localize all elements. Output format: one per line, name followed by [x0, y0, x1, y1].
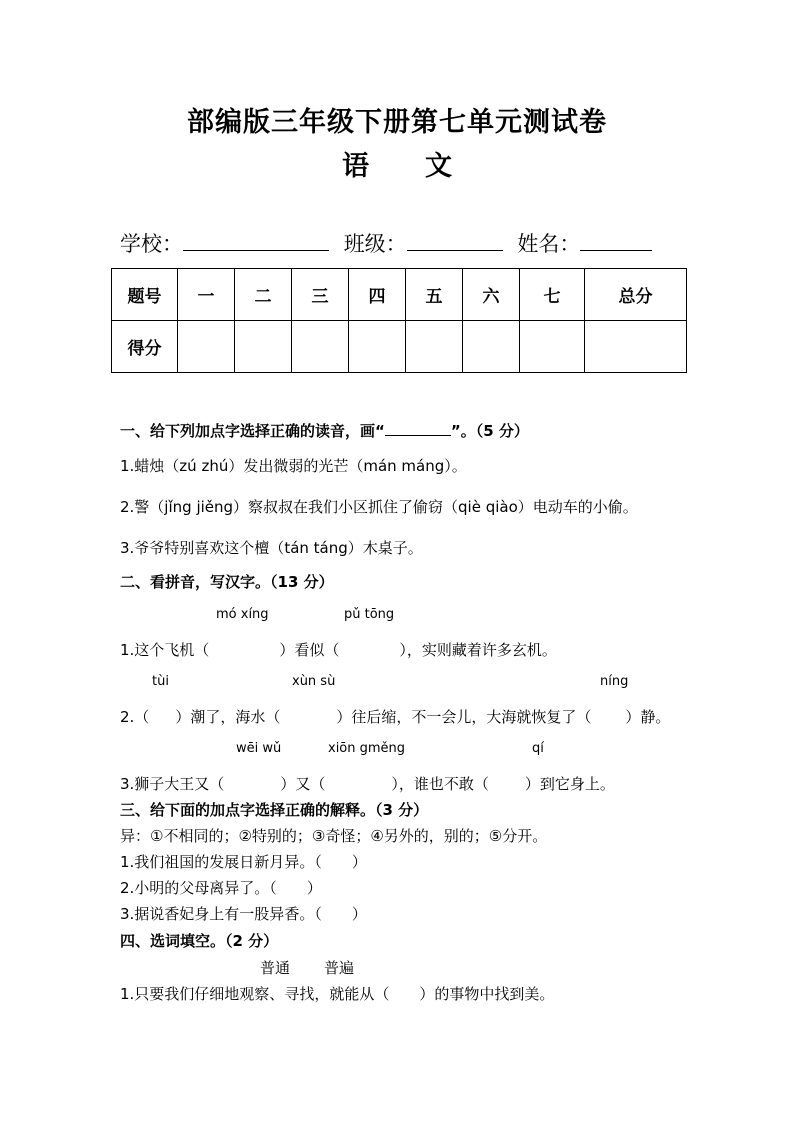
s1-question-2: 2.警（jǐng jiěng）察叔叔在我们小区抓住了偷窃（qiè qiào）电动车的小偷。 [120, 498, 638, 516]
score-table-header-row [112, 269, 687, 321]
pinyin-label: pǔ tōng [344, 607, 395, 622]
text-fragment: ）往后缩，不一会儿，大海就恢复了（ [336, 708, 592, 726]
pinyin-label: tùi [152, 674, 169, 689]
school-field[interactable] [183, 230, 329, 251]
page-title: 部编版三年级下册第七单元测试卷 [187, 107, 607, 138]
score-cell[interactable] [520, 321, 585, 373]
answer-blank [385, 421, 451, 436]
subject-char-1: 语 [342, 151, 369, 182]
score-cell[interactable] [406, 321, 463, 373]
section-3-heading: 三、给下面的加点字选择正确的解释。（3 分） [120, 801, 429, 819]
pinyin-label: mó xíng [216, 607, 269, 622]
pinyin-label: qí [532, 741, 544, 756]
student-info [120, 228, 652, 258]
text-fragment: 3.狮子大王又（ [120, 775, 225, 793]
table-header-cell: 题号 [112, 269, 178, 321]
s3-question-3: 3.据说香妃身上有一股异香。（ ） [120, 905, 367, 923]
table-header-cell: 七 [520, 269, 585, 321]
section-4-heading: 四、选词填空。（2 分） [120, 932, 279, 950]
text-fragment: 1.这个飞机（ [120, 641, 210, 659]
section-1-heading [120, 420, 529, 441]
s4-question-1: 1.只要我们仔细地观察、寻找，就能从（ ）的事物中找到美。 [120, 985, 555, 1003]
s3-question-2: 2.小明的父母离异了。（ ） [120, 879, 322, 897]
score-cell[interactable] [292, 321, 349, 373]
table-header-cell: 一 [178, 269, 235, 321]
s1-question-1: 1.蜡烛（zú zhú）发出微弱的光芒（mán máng）。 [120, 457, 467, 475]
s1-question-3: 3.爷爷特别喜欢这个檀（tán táng）木桌子。 [120, 539, 423, 557]
s3-question-1: 1.我们祖国的发展日新月异。（ ） [120, 853, 367, 871]
score-cell[interactable] [463, 321, 520, 373]
class-field[interactable] [407, 230, 503, 251]
table-header-cell: 五 [406, 269, 463, 321]
text-fragment: ），实则藏着许多玄机。 [399, 641, 557, 659]
pinyin-label: xùn sù [292, 674, 336, 689]
section-1-heading-text: 一、给下列加点字选择正确的读音，画“ [120, 422, 385, 440]
table-header-cell: 二 [235, 269, 292, 321]
text-fragment: ）又（ [280, 775, 326, 793]
class-label: 班级： [343, 232, 407, 256]
score-cell[interactable] [349, 321, 406, 373]
name-field[interactable] [580, 230, 652, 251]
section-1-heading-score: ”。（5 分） [450, 422, 529, 440]
score-cell[interactable] [178, 321, 235, 373]
s2-question-2 [120, 706, 670, 727]
name-label: 姓名： [517, 232, 581, 256]
s2-question-3 [120, 773, 615, 794]
text-fragment: 2.（ [120, 708, 150, 726]
text-fragment: ）到它身上。 [524, 775, 615, 793]
s2-question-1 [120, 639, 557, 660]
pinyin-label: níng [600, 674, 629, 689]
table-header-cell: 总分 [585, 269, 687, 321]
pinyin-label: xiōn gměng [328, 741, 406, 756]
table-header-cell: 六 [463, 269, 520, 321]
score-cell[interactable] [585, 321, 687, 373]
word-option-2: 普遍 [324, 959, 355, 977]
pinyin-label: wēi wǔ [236, 741, 282, 756]
text-fragment: ），谁也不敢（ [391, 775, 489, 793]
text-fragment: ）看似（ [279, 641, 340, 659]
table-row-label: 得分 [112, 321, 178, 373]
text-fragment: ）潮了，海水（ [175, 708, 281, 726]
text-fragment: ）静。 [625, 708, 671, 726]
school-label: 学校： [120, 232, 183, 256]
table-header-cell: 三 [292, 269, 349, 321]
score-cell[interactable] [235, 321, 292, 373]
subject-title [0, 144, 794, 183]
word-option-1: 普通 [260, 959, 291, 977]
score-table [111, 268, 687, 373]
section-2-heading: 二、看拼音，写汉字。（13 分） [120, 573, 334, 591]
subject-char-2: 文 [425, 151, 452, 182]
s3-definition: 异：①不相同的；②特别的；③奇怪；④另外的，别的；⑤分开。 [120, 827, 548, 845]
score-table-score-row [112, 321, 687, 373]
table-header-cell: 四 [349, 269, 406, 321]
